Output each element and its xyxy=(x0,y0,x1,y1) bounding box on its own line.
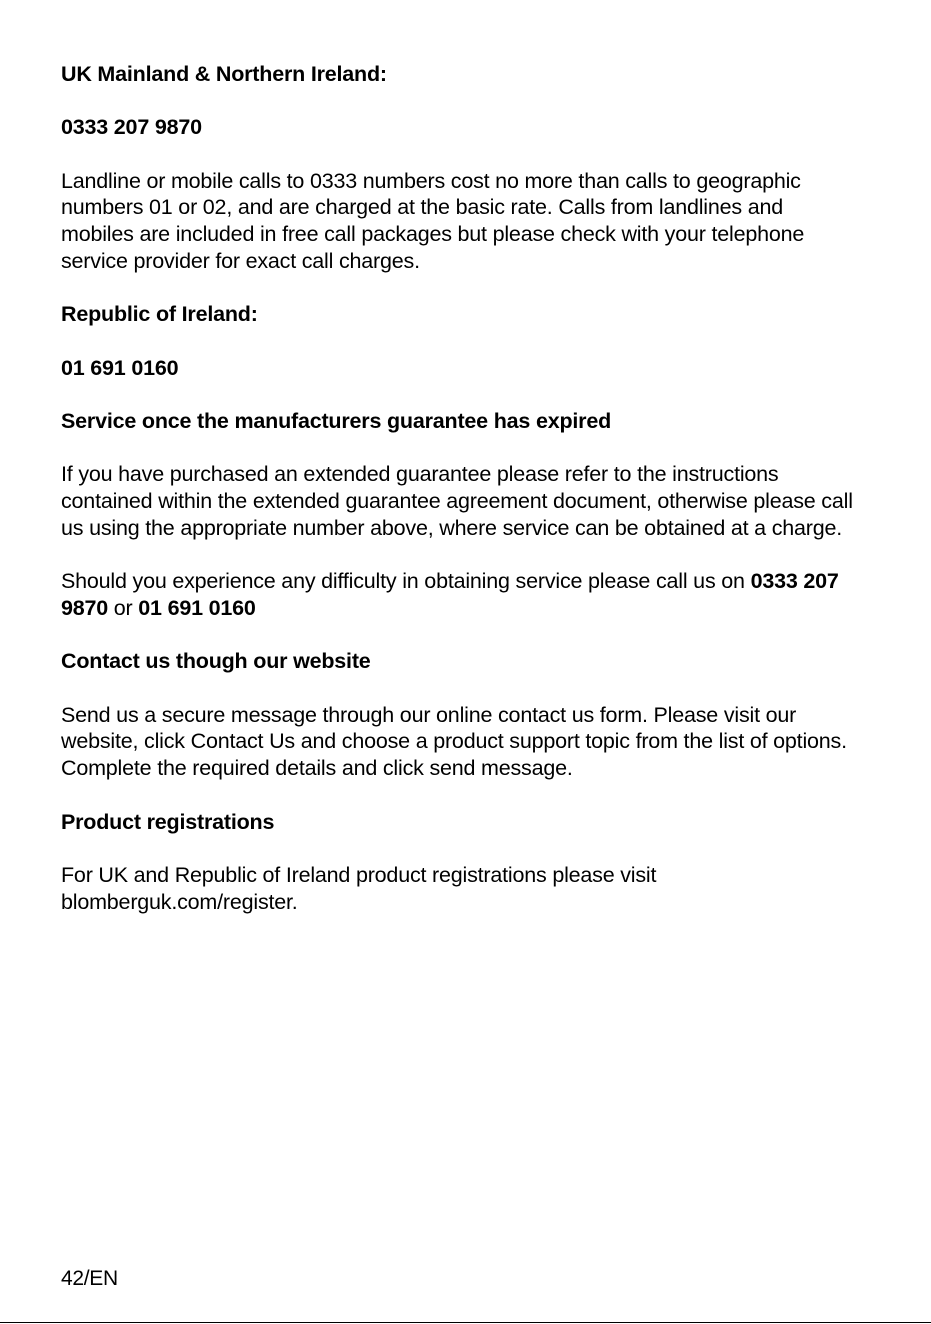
roi-phone-number: 01 691 0160 xyxy=(61,355,179,380)
republic-of-ireland-heading: Republic of Ireland: xyxy=(61,302,258,327)
uk-mainland-heading: UK Mainland & Northern Ireland: xyxy=(61,62,387,86)
page-number: 42/EN xyxy=(61,1267,118,1290)
website-contact-heading: Contact us though our website xyxy=(61,649,371,674)
spacer xyxy=(61,835,861,862)
spacer xyxy=(61,275,861,302)
document-page xyxy=(61,61,861,915)
uk-phone-number-inline: 0333 207 9870 xyxy=(61,569,839,620)
spacer xyxy=(61,435,861,462)
guarantee-expired-text: If you have purchased an extended guarantee please refer to the instructions contained within the extended guarantee agreement document, otherwise please call us using the appropriate number above, where service can be obtained at a charge. xyxy=(61,462,853,540)
website-contact-text: Send us a secure message through our online contact us form. Please visit our website, click Contact Us and choose a product support topic from the list of options. Complete the required details and click send message. xyxy=(61,702,847,781)
difficulty-text: Should you experience any difficulty in obtaining service please call us on xyxy=(61,569,751,594)
spacer xyxy=(61,328,861,355)
spacer xyxy=(61,542,861,569)
uk-phone-number: 0333 207 9870 xyxy=(61,115,202,140)
product-registrations-heading: Product registrations xyxy=(61,809,275,834)
uk-call-charges-text: Landline or mobile calls to 0333 numbers cost no more than calls to geographic numbers 01 or 02, and are charged at the basic rate. Calls from landlines and mobiles are included in free call packages but please check with your telephone service provider for exact call charges. xyxy=(61,168,805,273)
product-registrations-text: For UK and Republic of Ireland product registrations please visit blomberguk.com/register. xyxy=(61,862,657,914)
spacer xyxy=(61,88,861,115)
spacer xyxy=(61,675,861,702)
spacer xyxy=(61,782,861,809)
spacer xyxy=(61,141,861,168)
roi-phone-number-inline: 01 691 0160 xyxy=(138,595,256,620)
spacer xyxy=(61,622,861,649)
difficulty-paragraph xyxy=(61,568,851,621)
guarantee-expired-heading: Service once the manufacturers guarantee has expired xyxy=(61,409,612,434)
spacer xyxy=(61,381,861,408)
bottom-divider xyxy=(0,1322,931,1323)
difficulty-or-text: or xyxy=(108,595,139,620)
